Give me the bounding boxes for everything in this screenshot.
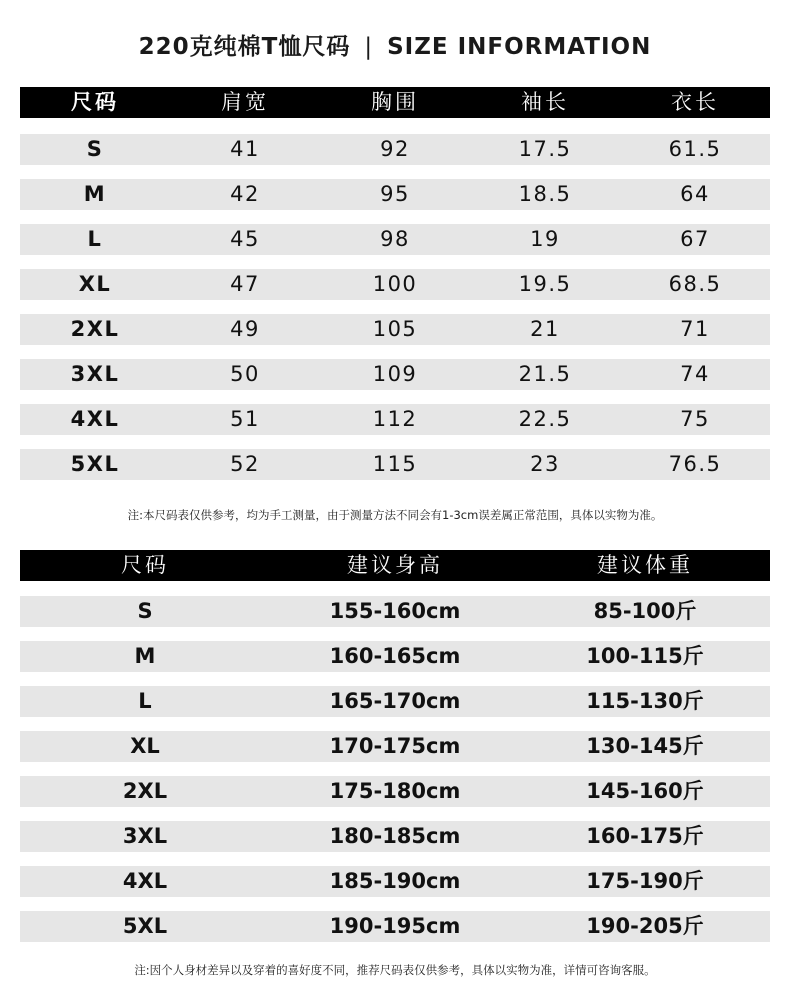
header-weight: 建议体重: [597, 553, 693, 577]
header-sleeve-length: 袖长: [521, 90, 569, 114]
header-size: 尺码: [121, 553, 169, 577]
length-cell: 71: [680, 317, 710, 341]
shoulder-cell: 49: [230, 317, 260, 341]
size-cell: L: [138, 689, 152, 713]
size-cell: 5XL: [122, 914, 168, 938]
sleeve-cell: 21: [530, 317, 560, 341]
shoulder-cell: 45: [230, 227, 260, 251]
height-cell: 165-170cm: [329, 689, 461, 713]
weight-cell: 115-130斤: [586, 689, 704, 713]
weight-cell: 175-190斤: [586, 869, 704, 893]
size-cell: M: [134, 644, 156, 668]
size-cell: 4XL: [122, 869, 168, 893]
sleeve-cell: 19.5: [518, 272, 572, 296]
table-row: [20, 359, 770, 390]
measurement-table-header: [20, 87, 770, 118]
shoulder-cell: 50: [230, 362, 260, 386]
measurement-table: [20, 87, 770, 477]
height-cell: 190-195cm: [329, 914, 461, 938]
weight-cell: 160-175斤: [586, 824, 704, 848]
size-cell: XL: [130, 734, 160, 758]
table-row: [20, 641, 770, 672]
header-shoulder-width: 肩宽: [221, 90, 269, 114]
header-height: 建议身高: [347, 553, 443, 577]
size-cell: 3XL: [122, 824, 168, 848]
length-cell: 68.5: [668, 272, 722, 296]
size-cell: 5XL: [70, 452, 120, 476]
table-row: [20, 134, 770, 165]
chest-cell: 109: [372, 362, 418, 386]
table-row: [20, 866, 770, 897]
table-row: [20, 596, 770, 627]
measurement-note: 注:本尺码表仅供参考，均为手工测量，由于测量方法不同会有1-3cm误差属正常范围，具体以实物为准。: [127, 508, 663, 522]
height-cell: 175-180cm: [329, 779, 461, 803]
recommendation-table: [20, 550, 770, 944]
sleeve-cell: 21.5: [518, 362, 572, 386]
length-cell: 61.5: [668, 137, 722, 161]
height-cell: 155-160cm: [329, 599, 461, 623]
title-separator: |: [364, 34, 374, 60]
sleeve-cell: 23: [530, 452, 560, 476]
shoulder-cell: 51: [230, 407, 260, 431]
size-cell: S: [137, 599, 153, 623]
table-row: [20, 731, 770, 762]
sleeve-cell: 18.5: [518, 182, 572, 206]
title-chinese: 220克纯棉T恤尺码: [138, 34, 351, 60]
shoulder-cell: 47: [230, 272, 260, 296]
table-row: [20, 404, 770, 435]
chest-cell: 115: [372, 452, 418, 476]
length-cell: 67: [680, 227, 710, 251]
sleeve-cell: 19: [530, 227, 560, 251]
length-cell: 76.5: [668, 452, 722, 476]
size-cell: L: [87, 227, 103, 251]
height-cell: 170-175cm: [329, 734, 461, 758]
length-cell: 75: [680, 407, 710, 431]
weight-cell: 100-115斤: [586, 644, 704, 668]
height-cell: 185-190cm: [329, 869, 461, 893]
height-cell: 180-185cm: [329, 824, 461, 848]
sleeve-cell: 17.5: [518, 137, 572, 161]
header-body-length: 衣长: [671, 90, 719, 114]
header-chest: 胸围: [371, 90, 419, 114]
size-cell: XL: [78, 272, 112, 296]
length-cell: 74: [680, 362, 710, 386]
recommendation-note: 注:因个人身材差异以及穿着的喜好度不同，推荐尺码表仅供参考，具体以实物为准，详情可咨询客服。: [134, 963, 656, 977]
size-cell: 2XL: [122, 779, 168, 803]
chest-cell: 98: [380, 227, 410, 251]
page-title: [0, 28, 790, 61]
length-cell: 64: [680, 182, 710, 206]
weight-cell: 145-160斤: [586, 779, 704, 803]
sleeve-cell: 22.5: [518, 407, 572, 431]
table-row: [20, 314, 770, 345]
chest-cell: 112: [372, 407, 418, 431]
size-cell: 2XL: [70, 317, 120, 341]
recommendation-table-header: [20, 550, 770, 581]
table-row: [20, 269, 770, 300]
shoulder-cell: 41: [230, 137, 260, 161]
table-row: [20, 821, 770, 852]
height-cell: 160-165cm: [329, 644, 461, 668]
table-row: [20, 911, 770, 942]
size-cell: S: [86, 137, 104, 161]
chest-cell: 105: [372, 317, 418, 341]
table-row: [20, 449, 770, 480]
chest-cell: 92: [380, 137, 410, 161]
title-english: SIZE INFORMATION: [387, 34, 652, 60]
shoulder-cell: 42: [230, 182, 260, 206]
shoulder-cell: 52: [230, 452, 260, 476]
table-row: [20, 686, 770, 717]
size-cell: 4XL: [70, 407, 120, 431]
table-row: [20, 224, 770, 255]
table-row: [20, 776, 770, 807]
size-cell: M: [83, 182, 107, 206]
size-cell: 3XL: [70, 362, 120, 386]
chest-cell: 95: [380, 182, 410, 206]
weight-cell: 130-145斤: [586, 734, 704, 758]
header-size: 尺码: [71, 90, 119, 114]
table-row: [20, 179, 770, 210]
weight-cell: 190-205斤: [586, 914, 704, 938]
weight-cell: 85-100斤: [593, 599, 697, 623]
chest-cell: 100: [372, 272, 418, 296]
